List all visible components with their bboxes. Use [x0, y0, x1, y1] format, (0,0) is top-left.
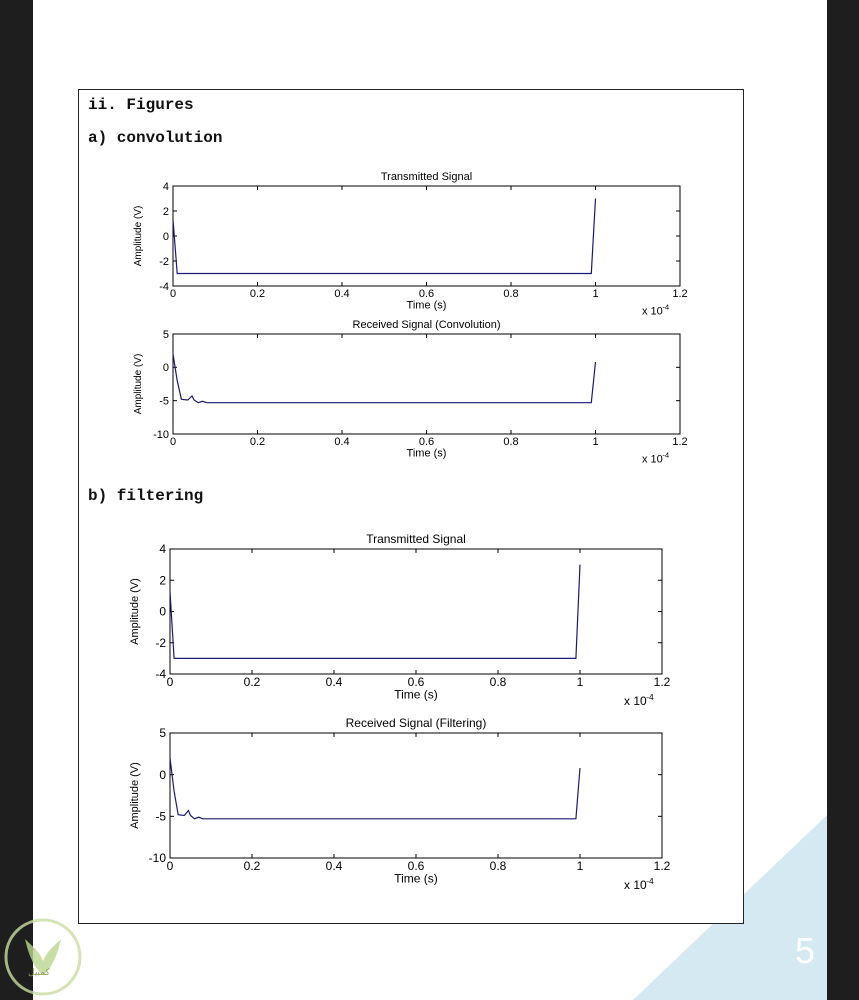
chart-1 [173, 186, 680, 286]
section-title: ii. Figures [88, 96, 194, 114]
chart-title: Transmitted Signal [366, 532, 466, 546]
y-tick-label: 4 [162, 180, 169, 193]
x-tick-label: 0.6 [418, 436, 435, 448]
chart-title: Transmitted Signal [380, 171, 473, 183]
x-tick-label: 0.6 [418, 288, 435, 300]
x-tick-label: 0.6 [407, 859, 425, 873]
x-tick-label: 0 [169, 288, 177, 300]
y-tick-label: -10 [148, 851, 166, 866]
y-tick-label: 0 [162, 362, 169, 375]
x-scale-label: x 10 [642, 453, 663, 466]
x-tick-label: 0.8 [489, 859, 507, 873]
chart-plot-area [173, 186, 680, 286]
logo-text: كمبيل [28, 968, 50, 978]
x-scale-exponent: -4 [662, 302, 670, 312]
y-tick-label: -5 [155, 809, 166, 824]
x-tick-label: 1 [576, 859, 584, 873]
y-axis-label: Amplitude (V) [129, 762, 141, 829]
y-tick-label: -10 [153, 428, 169, 441]
x-tick-label: 1.2 [653, 859, 671, 873]
y-tick-label: 0 [159, 767, 166, 782]
chart-plot-area [173, 334, 680, 434]
chart-title: Received Signal (Filtering) [345, 716, 487, 730]
x-tick-label: 0.2 [249, 288, 266, 300]
x-tick-label: 1.2 [672, 288, 688, 300]
x-tick-label: 0 [166, 859, 174, 873]
x-tick-label: 0.8 [489, 675, 507, 689]
x-scale-exponent: -4 [646, 691, 654, 702]
part-a-heading: a) convolution [88, 129, 223, 147]
x-tick-label: 0.4 [325, 859, 343, 873]
chart-plot-area [170, 733, 662, 858]
y-axis-label: Amplitude (V) [133, 353, 144, 415]
logo-icon [3, 917, 83, 997]
chart-4 [170, 733, 662, 858]
x-tick-label: 0.4 [334, 436, 350, 448]
x-tick-label: 0 [166, 675, 174, 689]
x-tick-label: 1.2 [672, 436, 688, 448]
x-tick-label: 0.4 [334, 288, 350, 300]
x-axis-label: Time (s) [406, 299, 447, 312]
x-scale-label: x 10 [642, 305, 663, 318]
x-tick-label: 0.2 [243, 675, 261, 689]
x-tick-label: 0.8 [503, 288, 519, 300]
y-tick-label: 5 [162, 328, 169, 341]
x-axis-label: Time (s) [394, 687, 438, 702]
chart-plot-area [170, 549, 662, 674]
x-tick-label: 1 [592, 288, 599, 300]
chart-title: Received Signal (Convolution) [352, 319, 501, 331]
x-tick-label: 0.4 [325, 675, 343, 689]
part-b-heading: b) filtering [88, 487, 204, 505]
x-tick-label: 0.6 [407, 675, 425, 689]
y-tick-label: -4 [155, 667, 166, 682]
x-axis-label: Time (s) [394, 871, 438, 886]
y-tick-label: 0 [159, 604, 166, 619]
page-number: 5 [795, 930, 816, 971]
x-tick-label: 1 [592, 436, 599, 448]
y-axis-label: Amplitude (V) [129, 578, 141, 645]
y-tick-label: 2 [162, 205, 169, 218]
x-tick-label: 0.2 [243, 859, 261, 873]
y-tick-label: -5 [159, 395, 169, 408]
x-tick-label: 0.8 [503, 436, 519, 448]
x-scale-label: x 10 [624, 878, 647, 893]
x-scale-exponent: -4 [646, 875, 654, 886]
y-tick-label: -2 [159, 255, 169, 268]
y-tick-label: 4 [159, 542, 166, 557]
x-scale-exponent: -4 [662, 450, 670, 460]
chart-2 [173, 334, 680, 434]
y-axis-label: Amplitude (V) [133, 205, 144, 267]
y-tick-label: -2 [155, 635, 166, 650]
y-tick-label: -4 [159, 280, 169, 293]
y-tick-label: 2 [159, 573, 166, 588]
x-axis-label: Time (s) [406, 447, 447, 460]
x-tick-label: 0.2 [249, 436, 266, 448]
x-tick-label: 1 [576, 675, 584, 689]
y-tick-label: 5 [159, 726, 166, 741]
x-tick-label: 1.2 [653, 675, 671, 689]
chart-3 [170, 549, 662, 674]
y-tick-label: 0 [162, 230, 169, 243]
x-scale-label: x 10 [624, 694, 647, 709]
x-tick-label: 0 [169, 436, 177, 448]
